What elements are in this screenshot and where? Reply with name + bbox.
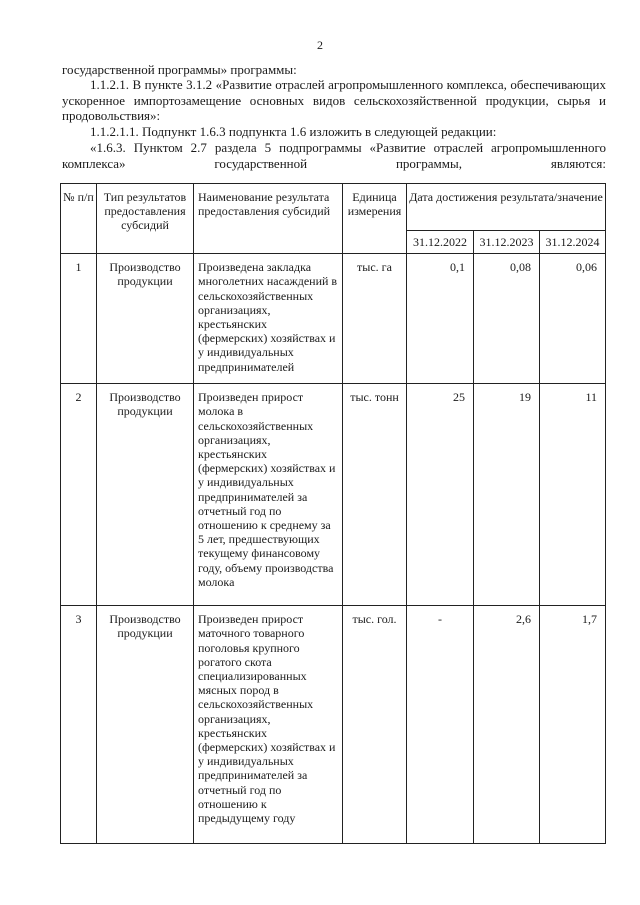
row-value-2024: 11 xyxy=(540,384,606,606)
paragraph-continuation: государственной программы» программы: xyxy=(62,62,297,77)
table-row xyxy=(61,606,606,844)
paragraph-1-1-2-1-1: 1.1.2.1.1. Подпункт 1.6.3 подпункта 1.6 изложить в следующей редакции: xyxy=(90,124,497,139)
row-num: 1 xyxy=(61,254,97,384)
row-type: Производство продукции xyxy=(97,254,194,384)
page-number: 2 xyxy=(317,38,323,52)
row-value-2024: 0,06 xyxy=(540,254,606,384)
row-type: Производство продукции xyxy=(97,606,194,844)
header-num: № п/п xyxy=(61,184,97,254)
header-type: Тип результатов предоставления субсидий xyxy=(97,184,194,254)
table-row xyxy=(61,384,606,606)
row-value-2022: 25 xyxy=(407,384,474,606)
row-value-2022: 0,1 xyxy=(407,254,474,384)
row-value-2023: 0,08 xyxy=(474,254,540,384)
results-table xyxy=(60,183,606,844)
header-date-2024: 31.12.2024 xyxy=(540,231,606,254)
header-name: Наименование результата предоставления субсидий xyxy=(194,184,343,254)
header-date-2023: 31.12.2023 xyxy=(474,231,540,254)
row-unit: тыс. гол. xyxy=(343,606,407,844)
header-date-group: Дата достижения результата/значение xyxy=(407,184,606,231)
header-date-2022: 31.12.2022 xyxy=(407,231,474,254)
row-unit: тыс. тонн xyxy=(343,384,407,606)
row-num: 2 xyxy=(61,384,97,606)
row-type: Производство продукции xyxy=(97,384,194,606)
paragraph-1-1-2-1: 1.1.2.1. В пункте 3.1.2 «Развитие отраслей агропромышленного комплекса, обеспечивающих ускоренное импортозамещение основных видов сельскохозяйственной продукции, сырья и продовольствия»: xyxy=(62,77,606,123)
row-value-2022: - xyxy=(407,606,474,844)
row-value-2024: 1,7 xyxy=(540,606,606,844)
table-row xyxy=(61,254,606,384)
row-num: 3 xyxy=(61,606,97,844)
row-value-2023: 19 xyxy=(474,384,540,606)
row-name: Произведена закладка многолетних насаждений в сельскохозяйственных организациях, крестьянских (фермерских) хозяйствах и у индивидуальных предпринимателей xyxy=(194,254,343,384)
row-name: Произведен прирост молока в сельскохозяйственных организациях, крестьянских (фермерских) хозяйствах и у индивидуальных предпринимателей за отчетный год по отношению к среднему за 5 лет, предшествующих текущему финансовому году, объему производства молока xyxy=(194,384,343,606)
row-unit: тыс. га xyxy=(343,254,407,384)
row-name: Произведен прирост маточного товарного поголовья крупного рогатого скота специализированных мясных пород в сельскохозяйственных организациях, крестьянских (фермерских) хозяйствах и у индивидуальных предпринимателей за отчетный год по отношению к предыдущему году xyxy=(194,606,343,844)
table-header-row xyxy=(61,184,606,231)
header-unit: Единица измерения xyxy=(343,184,407,254)
row-value-2023: 2,6 xyxy=(474,606,540,844)
paragraph-1-6-3: «1.6.3. Пунктом 2.7 раздела 5 подпрограммы «Развитие отраслей агропромышленного комплекса» государственной программы, являются: xyxy=(62,140,606,171)
